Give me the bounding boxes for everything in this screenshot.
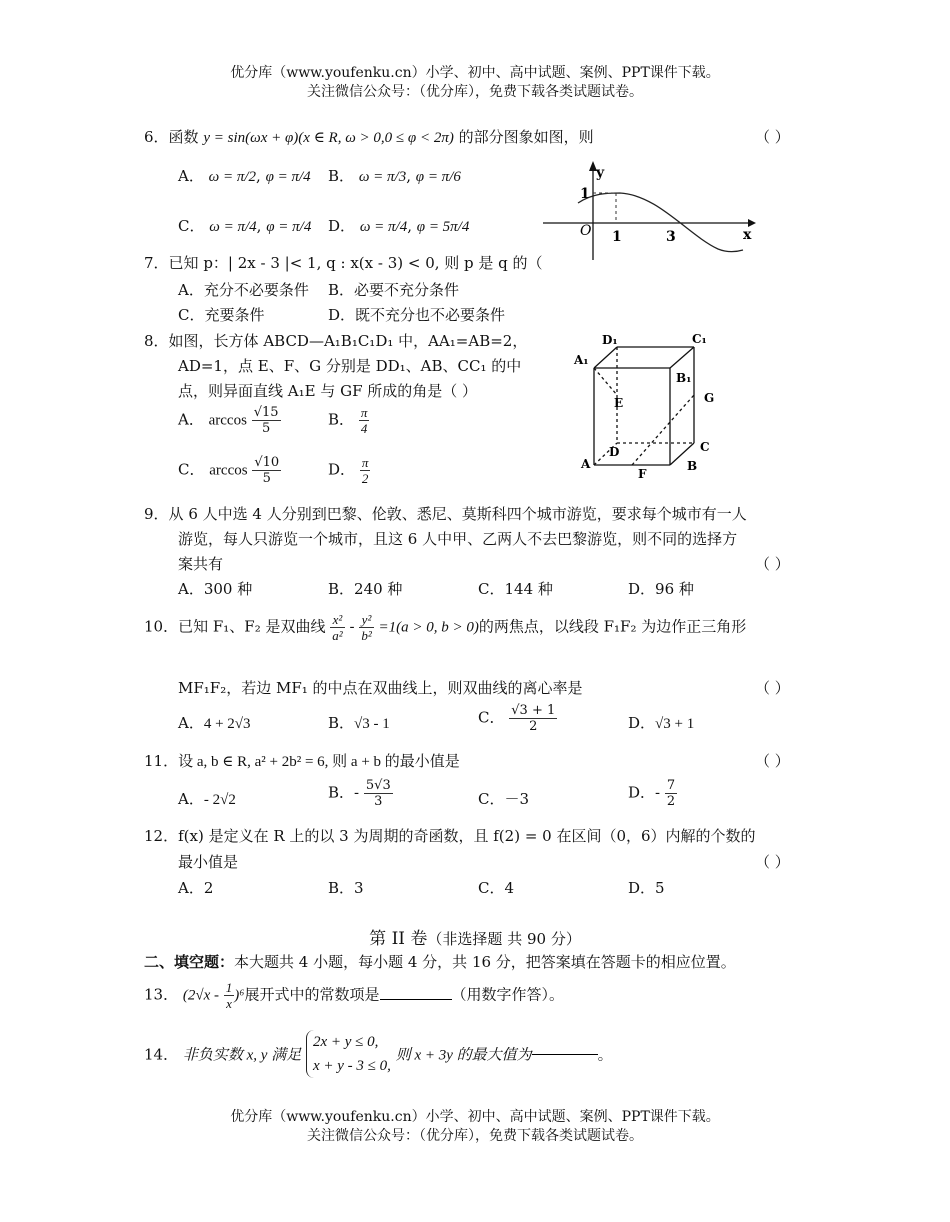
- vertex-label-b: B: [687, 459, 698, 473]
- tick-label-x3: 3: [666, 229, 676, 245]
- question-text: 已知 p：| 2x - 3 |< 1, q : x(x - 3) < 0, 则 p 是 q 的（: [168, 254, 543, 272]
- option-d: D． ω = π/4, φ = 5π/4: [328, 217, 470, 235]
- question-text-post: 的部分图象如图，则: [458, 128, 594, 146]
- sine-graph-figure: [538, 155, 758, 265]
- option-a: A．- 2√2: [178, 790, 236, 808]
- point-label-e: E: [614, 396, 624, 410]
- section-2-title: 第 II 卷（非选择题 共 90 分）: [369, 929, 581, 949]
- section-2-instructions: 二、填空题：本大题共 4 小题，每小题 4 分，共 16 分，把答案填在答题卡的相应位置。: [144, 953, 736, 971]
- option-a: A．2: [178, 879, 214, 897]
- option-d: D．- $\frac{7}{2}$: [628, 778, 676, 809]
- option-c: C． arccos $\frac{√10}{5}$: [178, 455, 280, 486]
- vertex-label-d: D: [609, 445, 620, 459]
- answer-blank[interactable]: [380, 999, 452, 1000]
- answer-paren: （ ）: [755, 679, 790, 697]
- cuboid-figure: [572, 330, 722, 480]
- answer-paren: （ ）: [755, 853, 790, 871]
- option-d: D． $\frac{\pi}{2}$: [328, 455, 369, 486]
- question-14: 14． 非负实数 x, y 满足 2x + y ≤ 0, x + y - 3 ≤ 0, 则 x + 3y 的最大值为 。: [144, 1030, 613, 1078]
- vertex-label-d1: D₁: [602, 333, 618, 347]
- option-b: B． $\frac{\pi}{4}$: [328, 405, 368, 436]
- page-header-line1: 优分库（www.youfenku.cn）小学、初中、高中试题、案例、PPT课件下载。: [230, 65, 720, 81]
- point-label-g: G: [704, 391, 715, 405]
- option-a: A．充分不必要条件: [178, 281, 309, 299]
- question-number: 7．: [144, 254, 169, 272]
- vertex-label-a1: A₁: [574, 353, 589, 367]
- x-axis-arrow-icon: [748, 219, 756, 227]
- answer-paren: （ ）: [755, 555, 790, 573]
- page-header-line2: 关注微信公众号：（优分库），免费下载各类试题试卷。: [307, 84, 643, 100]
- option-c: C． $\frac{√3 + 1}{2}$: [478, 703, 556, 734]
- option-b: B．- $\frac{5√3}{3}$: [328, 778, 391, 809]
- option-c: C．充要条件: [178, 306, 265, 324]
- option-b: B． ω = π/3, φ = π/6: [328, 167, 461, 185]
- x-axis-label: x: [743, 227, 752, 243]
- option-a: A． ω = π/2, φ = π/4: [178, 167, 311, 185]
- system-of-inequalities: 2x + y ≤ 0, x + y - 3 ≤ 0,: [306, 1030, 391, 1078]
- option-b: B．必要不充分条件: [328, 281, 460, 299]
- question-text-line2: MF₁F₂，若边 MF₁ 的中点在双曲线上，则双曲线的离心率是: [178, 679, 583, 697]
- question-number: 11．: [144, 752, 179, 770]
- tick-label-y1: 1: [580, 186, 590, 202]
- question-text: 函数: [168, 128, 199, 146]
- question-text-line3: 点，则异面直线 A₁E 与 GF 所成的角是（ ）: [178, 382, 478, 400]
- option-b: B．240 种: [328, 580, 403, 598]
- answer-paren: （ ）: [755, 752, 790, 770]
- page-footer-line1: 优分库（www.youfenku.cn）小学、初中、高中试题、案例、PPT课件下载。: [230, 1109, 720, 1125]
- option-d: D．既不充分也不必要条件: [328, 306, 506, 324]
- question-number: 14．: [144, 1045, 179, 1064]
- option-c: C． ω = π/4, φ = π/4: [178, 217, 312, 235]
- question-number: 9．: [144, 505, 169, 523]
- option-a: A．300 种: [178, 580, 253, 598]
- option-d: D．5: [628, 879, 665, 897]
- option-c: C．－3: [478, 790, 530, 808]
- option-b: B．√3 - 1: [328, 714, 390, 732]
- option-a: A． arccos $\frac{√15}{5}$: [178, 405, 279, 436]
- question-text-line2: 最小值是: [178, 853, 239, 871]
- question-number: 10．: [144, 617, 179, 636]
- vertex-label-b1: B₁: [676, 371, 692, 385]
- option-c: C．144 种: [478, 580, 553, 598]
- question-number: 13．: [144, 985, 179, 1004]
- question-formula: y = sin(ωx + φ)(x ∈ R, ω > 0,0 ≤ φ < 2π): [203, 130, 454, 146]
- option-c: C．4: [478, 879, 515, 897]
- answer-paren: （ ）: [755, 128, 790, 146]
- question-text-line2: 游览，每人只游览一个城市，且这 6 人中甲、乙两人不去巴黎游览，则不同的选择方: [178, 530, 738, 548]
- option-a: A．4 + 2√3: [178, 714, 251, 732]
- option-d: D．96 种: [628, 580, 694, 598]
- answer-blank[interactable]: [532, 1054, 598, 1055]
- vertex-label-a: A: [581, 457, 591, 471]
- point-label-f: F: [638, 467, 647, 480]
- page-footer-line2: 关注微信公众号：（优分库），免费下载各类试题试卷。: [307, 1128, 643, 1144]
- tick-label-x1: 1: [612, 229, 622, 245]
- question-number: 8．: [144, 332, 169, 350]
- option-b: B．3: [328, 879, 364, 897]
- question-number: 6．: [144, 128, 169, 146]
- question-text-line3: 案共有: [178, 555, 224, 573]
- origin-label: O: [580, 223, 592, 239]
- question-text-line2: AD=1，点 E、F、G 分别是 DD₁、AB、CC₁ 的中: [178, 357, 522, 375]
- y-axis-label: y: [596, 165, 605, 181]
- vertex-label-c1: C₁: [692, 332, 707, 346]
- vertex-label-c: C: [700, 440, 710, 454]
- question-number: 12．: [144, 827, 179, 845]
- question-13: 13． (2√x - $\frac{1}{x}$ )⁶展开式中的常数项是 （用数字作答）。: [144, 980, 565, 1011]
- option-d: D．√3 + 1: [628, 714, 695, 732]
